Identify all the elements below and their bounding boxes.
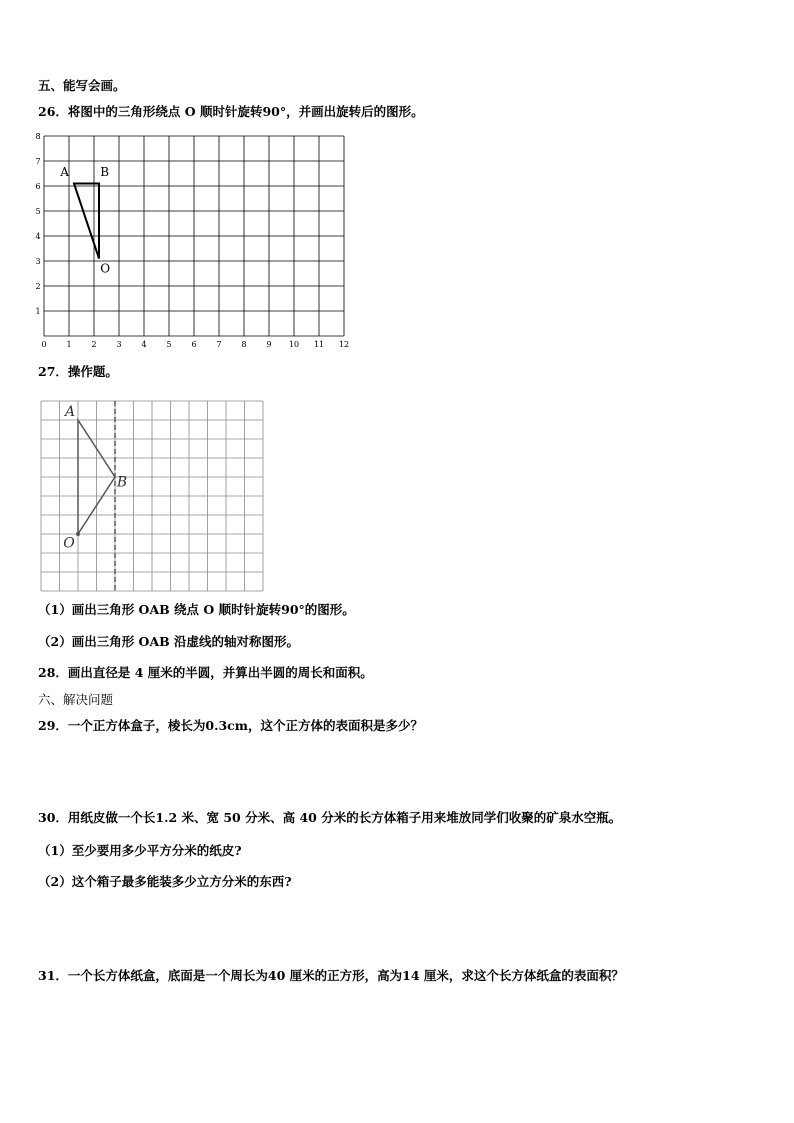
x-tick-label: 11 — [313, 340, 325, 349]
x-axis-ticks — [41, 340, 349, 349]
point-a-label: A — [60, 165, 69, 179]
y-tick-label: 5 — [35, 207, 41, 216]
question-30-text: 30．用纸皮做一个长1.2 米、宽 50 分米、高 40 分米的长方体箱子用来堆放同学们收聚的矿泉水空瓶。 — [38, 810, 622, 825]
section-five-title: 五、能写会画。 — [38, 78, 126, 93]
y-tick-label: 6 — [35, 182, 41, 191]
y-axis-ticks — [35, 132, 40, 316]
point-o-label: O — [100, 261, 111, 276]
x-tick-label: 10 — [288, 340, 300, 349]
x-tick-label: 3 — [116, 340, 122, 349]
question-27-title: 27．操作题。 — [38, 364, 118, 379]
x-tick-label: 6 — [191, 340, 197, 349]
triangle-abo — [74, 184, 99, 259]
x-tick-label: 7 — [216, 340, 222, 349]
y-tick-label: 7 — [35, 157, 41, 166]
point-a-label: A — [65, 404, 76, 421]
x-tick-label: 5 — [166, 340, 172, 349]
x-tick-label: 12 — [338, 340, 350, 349]
operation-grid-figure — [38, 398, 268, 588]
question-27-sub-2: （2）画出三角形 OAB 沿虚线的轴对称图形。 — [38, 634, 300, 649]
question-30-sub-2: （2）这个箱子最多能装多少立方分米的东西? — [38, 874, 292, 889]
question-28-text: 28．画出直径是 4 厘米的半圆，并算出半圆的周长和面积。 — [38, 665, 373, 680]
x-tick-label: 1 — [66, 340, 72, 349]
point-o-dot — [76, 532, 80, 536]
x-tick-label: 4 — [141, 340, 147, 349]
x-tick-label: 9 — [266, 340, 272, 349]
rotation-grid-figure — [35, 132, 360, 352]
question-29-text: 29．一个正方体盒子，棱长为0.3cm，这个正方体的表面积是多少？ — [38, 718, 423, 733]
point-b-label: B — [116, 474, 128, 491]
y-tick-label: 2 — [35, 282, 41, 291]
question-30-sub-1: （1）至少要用多少平方分米的纸皮? — [38, 843, 242, 858]
grid-lines — [44, 136, 344, 336]
y-tick-label: 3 — [35, 257, 41, 266]
x-tick-label: 8 — [241, 340, 247, 349]
question-26-text: 26．将图中的三角形绕点 O 顺时针旋转90°，并画出旋转后的图形。 — [38, 104, 424, 119]
question-27-sub-1: （1）画出三角形 OAB 绕点 O 顺时针旋转90°的图形。 — [38, 602, 355, 617]
point-b-label: B — [100, 165, 110, 179]
y-tick-label: 8 — [35, 132, 41, 141]
x-tick-label: 0 — [41, 340, 47, 349]
x-tick-label: 2 — [91, 340, 97, 349]
question-31-text: 31．一个长方体纸盒，底面是一个周长为40 厘米的正方形，高为14 厘米，求这个长方体纸盒的表面积？ — [38, 968, 624, 983]
point-o-label: O — [63, 535, 75, 552]
grid-lines — [41, 401, 263, 591]
section-six-title: 六、解决问题 — [38, 692, 114, 707]
y-tick-label: 1 — [35, 307, 41, 316]
y-tick-label: 4 — [35, 232, 41, 241]
